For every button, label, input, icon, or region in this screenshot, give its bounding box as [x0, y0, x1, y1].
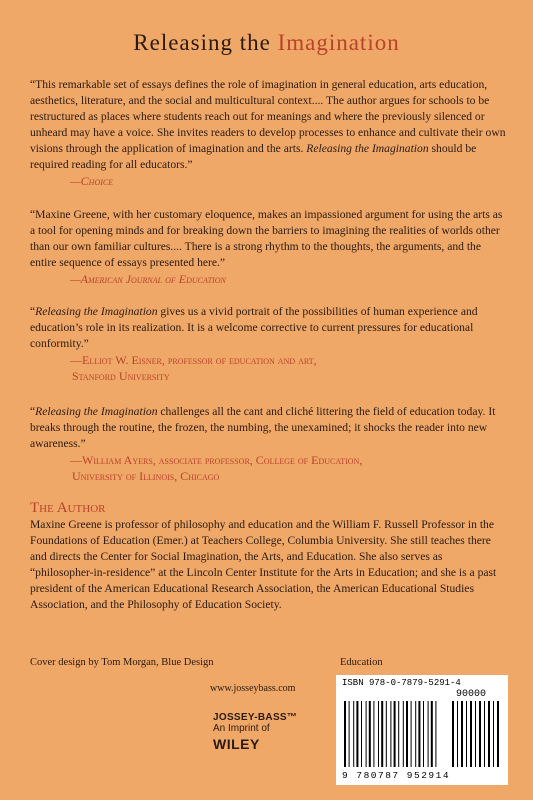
addon-bar	[466, 701, 467, 767]
barcode-bar	[356, 701, 358, 767]
barcode-bar	[415, 701, 416, 767]
addon-bar	[470, 701, 472, 767]
quote-eisner	[30, 304, 508, 384]
addon-bar	[461, 701, 463, 767]
addon-bar	[493, 701, 494, 767]
quote-attribution: —Elliot W. Eisner, professor of education and art,	[70, 353, 317, 367]
quote-ayers	[30, 404, 508, 484]
addon-bar	[475, 701, 476, 767]
barcode-bar	[381, 701, 383, 767]
publisher-imprint: An Imprint of	[213, 723, 270, 734]
barcode-bar	[390, 701, 391, 767]
barcode-bar	[431, 701, 433, 767]
quote-open: “	[30, 405, 36, 418]
quote-text: “This remarkable set of essays defines the role of imagination in general education, arts education, aesthetics, literature, and the social and multicultural context.... The author argues for schools to be restructured as places where students reach out for meanings and where the previously silenced or unheard may have a voice. She invites readers to develop processes to enhance and cultivate their own visions through the application of imagination and the arts.	[30, 78, 506, 155]
quote-choice	[30, 77, 508, 189]
barcode	[336, 675, 508, 785]
quote-attribution-affiliation: Stanford University	[72, 369, 170, 383]
quote-attribution-affiliation: University of Illinois, Chicago	[72, 469, 220, 483]
barcode-bar	[353, 701, 354, 767]
barcode-bar	[361, 701, 362, 767]
quote-text: “Maxine Greene, with her customary eloquence, makes an impassioned argument for using the arts as a tool for opening minds and for breaking down the barriers to imagining the realities of worlds other than our own familiar cultures.... There is a strong rhythm to the thoughts, the arguments, and the entire sequence of essays presented here.”	[30, 208, 503, 269]
barcode-bar	[369, 701, 371, 767]
publisher-website: www.josseybass.com	[210, 683, 296, 694]
price-code: 90000	[456, 689, 487, 700]
quote-attribution: —Choice	[70, 174, 114, 188]
barcode-bar	[423, 701, 424, 767]
barcode-bar	[403, 701, 404, 767]
barcode-bars-icon	[342, 701, 502, 769]
quote-text: challenges all the cant and cliché littering the field of education today. It breaks through the routine, the frozen, the numbing, the unexamined; it shocks the reader into new awareness.”	[30, 405, 496, 450]
author-bio: Maxine Greene is professor of philosophy and education and the William F. Russell Professor in the Foundations of Education (Emer.) at Teachers College, Columbia University. She still teaches there and directs the Center for Social Imagination, the Arts, and Education. She also serves as “philosopher-in-residence” at the Lincoln Center Institute for the Arts in Education; and she is a past president of the American Educational Research Association, the American Educational Studies Association, and the Philosophy of Education Society.	[30, 518, 497, 611]
quote-open: “	[30, 305, 36, 318]
barcode-bar	[418, 701, 420, 767]
addon-bar	[457, 701, 458, 767]
category-label: Education	[340, 657, 383, 668]
book-title	[0, 30, 533, 56]
barcode-bar	[428, 701, 429, 767]
publisher-logo	[213, 712, 323, 754]
quote-attribution: —William Ayers, associate professor, College of Education,	[70, 453, 363, 467]
addon-bar	[497, 701, 499, 767]
quote-text: gives us a vivid portrait of the possibilities of human experience and education’s role in its realization. It is a welcome corrective to current pressures for educational conformity.”	[30, 305, 478, 350]
quote-book-title: Releasing the Imagination	[306, 142, 429, 155]
title-part-1: Releasing the	[133, 30, 278, 55]
addon-bar	[452, 701, 454, 767]
title-part-2: Imagination	[277, 30, 400, 55]
barcode-bar	[398, 701, 399, 767]
addon-bar	[488, 701, 490, 767]
quote-ajoe	[30, 207, 508, 287]
publisher-name: JOSSEY-BASS™	[213, 712, 298, 723]
quote-text-tail: should be required reading for all educators.”	[30, 142, 477, 171]
barcode-bar	[435, 701, 436, 767]
barcode-bar	[394, 701, 396, 767]
isbn-text: ISBN 978-0-7879-5291-4	[342, 678, 461, 688]
quote-book-title: Releasing the Imagination	[35, 305, 158, 318]
quote-attribution: —American Journal of Education	[70, 272, 226, 286]
barcode-bar	[373, 701, 374, 767]
barcode-bar	[406, 701, 408, 767]
barcode-bar	[411, 701, 412, 767]
addon-bar	[479, 701, 481, 767]
barcode-bar	[386, 701, 387, 767]
barcode-bar	[378, 701, 379, 767]
cover-design-credit: Cover design by Tom Morgan, Blue Design	[30, 657, 214, 668]
barcode-bar	[366, 701, 367, 767]
ean-number: 9 780787 952914	[342, 770, 451, 781]
quote-book-title: Releasing the Imagination	[35, 405, 158, 418]
addon-bar	[484, 701, 485, 767]
author-heading: The Author	[30, 500, 106, 516]
barcode-bar	[344, 701, 346, 767]
wiley-logo: WILEY	[213, 736, 260, 752]
barcode-bar	[349, 701, 350, 767]
